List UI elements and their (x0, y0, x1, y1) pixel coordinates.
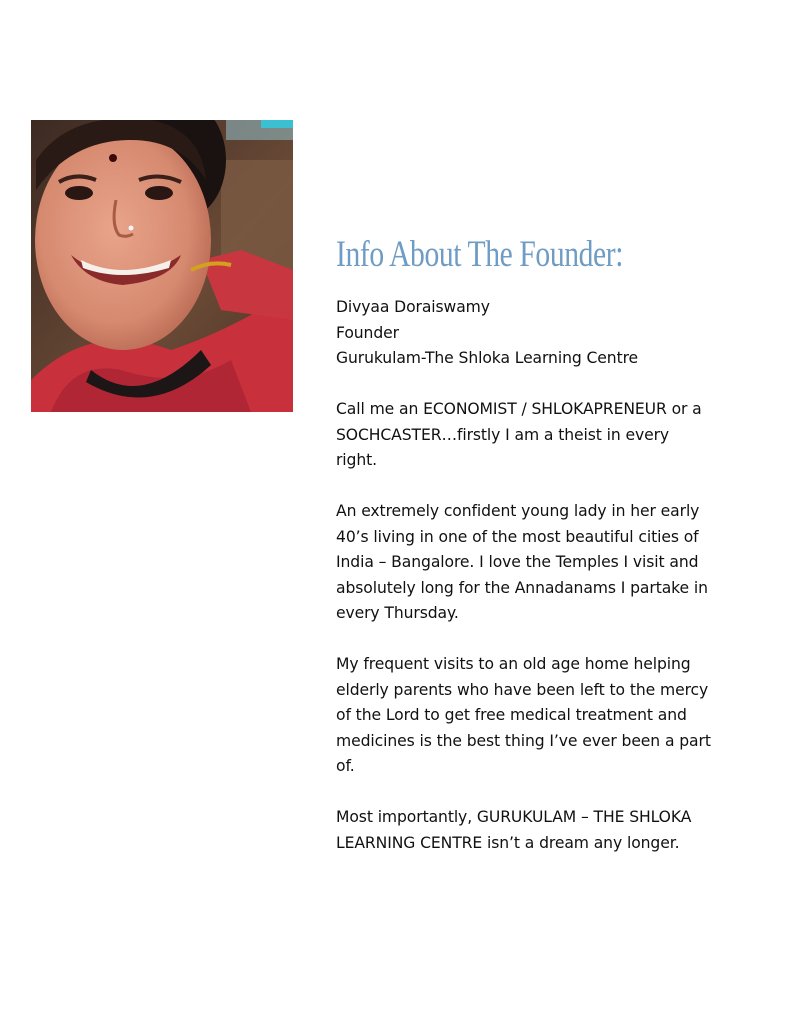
bio-line: My frequent visits to an old age home helping (336, 655, 691, 673)
bio-line: medicines is the best thing I’ve ever been a part (336, 731, 711, 750)
bio-paragraph-4 (336, 805, 776, 856)
bio-line: right. (336, 451, 377, 469)
bio-line: 40’s living in one of the most beautiful cities of (336, 527, 699, 546)
founder-info (336, 233, 776, 856)
founder-photo (31, 120, 293, 412)
bio-line: An extremely confident young lady in her early (336, 502, 700, 520)
bio-paragraph-3 (336, 652, 776, 780)
founder-organization: Gurukulam-The Shloka Learning Centre (336, 349, 639, 367)
page-title: Info About The Founder: (336, 234, 624, 275)
bio-line: absolutely long for the Annadanams I partake in (336, 578, 708, 597)
bio-line: elderly parents who have been left to the mercy (336, 680, 709, 699)
bio-line: India – Bangalore. I love the Temples I visit and (336, 553, 699, 571)
founder-role: Founder (336, 323, 399, 342)
bio-line: of the Lord to get free medical treatment and (336, 706, 687, 724)
bio-line: Most importantly, GURUKULAM – THE SHLOKA (336, 808, 692, 826)
bio-line: of. (336, 757, 355, 775)
founder-name: Divyaa Doraiswamy (336, 298, 490, 316)
bio-line: LEARNING CENTRE isn’t a dream any longer. (336, 833, 680, 852)
bio-paragraph-1 (336, 397, 776, 474)
bio-line: SOCHCASTER…firstly I am a theist in every (336, 425, 670, 444)
bio-line: Call me an ECONOMIST / SHLOKAPRENEUR or a (336, 400, 702, 418)
bio-line: every Thursday. (336, 604, 459, 622)
bio-paragraph-2 (336, 499, 776, 627)
founder-details (336, 295, 776, 372)
